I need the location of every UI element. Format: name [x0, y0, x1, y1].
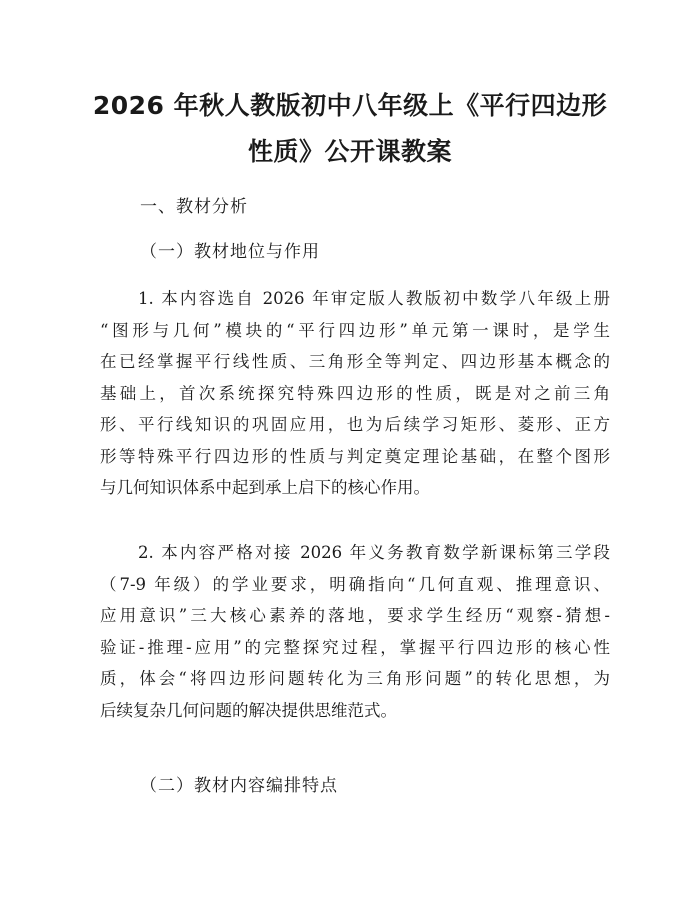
paragraph-1	[100, 283, 610, 504]
paragraph-line: 基础上，首次系统探究特殊四边形的性质，既是对之前三角	[100, 383, 610, 403]
paragraph-line: “图形与几何”模块的“平行四边形”单元第一课时，是学生	[100, 320, 610, 340]
paragraph-2	[100, 537, 610, 726]
section-heading-textbook-analysis: 一、教材分析	[140, 197, 248, 217]
paragraph-line: 形等特殊平行四边形的性质与判定奠定理论基础，在整个图形	[100, 446, 610, 466]
paragraph-line: 后续复杂几何问题的解决提供思维范式。	[100, 700, 397, 720]
paragraph-line: 验证-推理-应用”的完整探究过程，掌握平行四边形的核心性	[100, 637, 610, 657]
paragraph-line: 形、平行线知识的巩固应用，也为后续学习矩形、菱形、正方	[100, 415, 610, 434]
paragraph-line: 在已经掌握平行线性质、三角形全等判定、四边形基本概念的	[100, 352, 610, 371]
paragraph-line: 2. 本内容严格对接 2026 年义务教育数学新课标第三学段	[138, 543, 610, 562]
paragraph-line: 1. 本内容选自 2026 年审定版人教版初中数学八年级上册	[138, 289, 610, 308]
paragraph-line: 质，体会“将四边形问题转化为三角形问题”的转化思想，为	[100, 669, 610, 688]
document-title-line-1: 2026 年秋人教版初中八年级上《平行四边形	[92, 91, 608, 120]
subsection-heading-content-arrangement: （二）教材内容编排特点	[140, 776, 338, 796]
paragraph-line: （7-9 年级）的学业要求，明确指向“几何直观、推理意识、	[100, 574, 610, 594]
paragraph-line: 应用意识”三大核心素养的落地，要求学生经历“观察-猜想-	[100, 606, 610, 625]
paragraph-line: 与几何知识体系中起到承上启下的核心作用。	[100, 478, 430, 497]
subsection-heading-status-and-role: （一）教材地位与作用	[140, 242, 320, 262]
document-title-line-2: 性质》公开课教案	[247, 137, 452, 166]
